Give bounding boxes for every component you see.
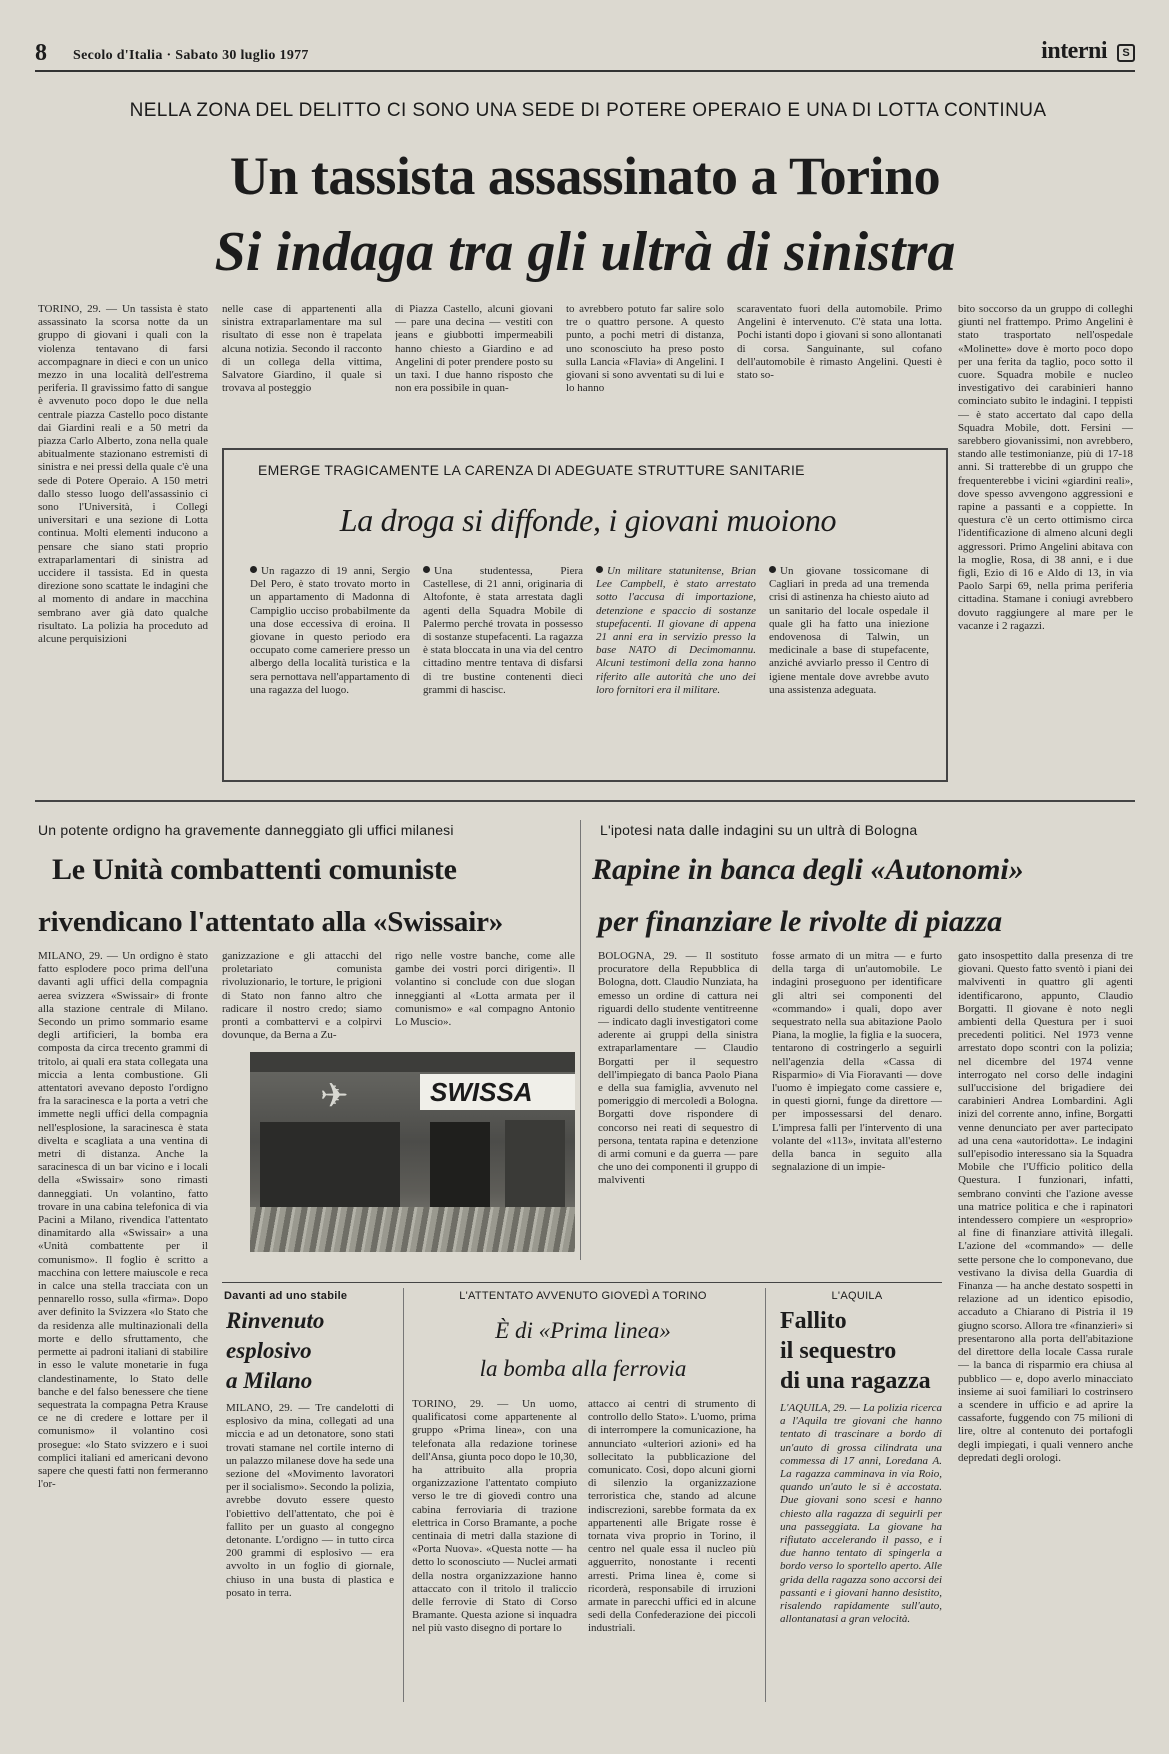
drug-box-column-3-text: Un militare statunitense, Brian Lee Campbell, è stato arrestato sotto l'accusa di importazione, detenzione e spaccio di sostanze stupefacenti. Il giovane di appena 21 anni era in servizio presso la base NATO di Decimomannu. Alcuni testimoni della zona hanno riferito alle autorità che uno dei loro fornitori era il militare. xyxy=(596,565,756,696)
milano-text: MILANO, 29. — Tre candelotti di esplosivo da mina, collegati ad una miccia e ad un detonatore, sono stati trovati stamane nel cortile interno di un palazzo milanese dove ha sede una sezione del «Movimento lavoratori per il socialismo». Secondo la polizia, avrebbe dovuto essere questo l'obiettivo dell'attentato, che poi è fallito per un guasto al congegno detonante. L'ordigno — in tutto circa 200 grammi di esplosivo — era avvolto in un foglio di giornale, chiuso in una busta di plastica e posato in terra. xyxy=(226,1402,394,1599)
prima-linea-kicker: L'ATTENTATO AVVENUTO GIOVEDÌ A TORINO xyxy=(459,1290,707,1302)
prima-linea-column-1: TORINO, 29. — Un uomo, qualificatosi come appartenente al gruppo «Prima linea», con una telefonata alla redazione torinese dell'Ansa, giunta poco dopo le 10,30, ha attribuito alla propria organizzazione l'attentato compiuto verso le tre di giovedì contro una cabina ferroviaria di trazione elettrica in Corso Bramante, a poche centinaia di metri dalla stazione di «Porta Nuova». «Questa notte — ha detto lo sconosciuto — Nuclei armati della nostra organizzazione hanno attaccato con il tritolo il traliccio delle ferrovie di Stato di Corso Bramante. Questa azione si inquadra nel più vasto disegno di portare lo xyxy=(412,1398,577,1635)
bullet-icon xyxy=(596,566,603,573)
drug-box-column-2-text: Una studentessa, Piera Castellese, di 21 anni, originaria di Altofonte, è stata arrestata dagli agenti della Squadra Mobile di Palermo perché trovata in possesso di sostanze stupefacenti. La ragazza è stata bloccata in una via del centro cittadino mentre tentava di disfarsi di tre bustine contenenti dieci grammi di hascisc. xyxy=(423,565,583,696)
photo-debris xyxy=(250,1207,575,1252)
swissair-subheadline: rivendicano l'attentato alla «Swissair» xyxy=(38,906,504,938)
prima-linea-headline-2: la bomba alla ferrovia xyxy=(479,1356,687,1381)
drug-box-column-2 xyxy=(423,565,583,775)
page-number: 8 xyxy=(35,40,47,66)
top-story-headline: Un tassista assassinato a Torino xyxy=(229,146,941,206)
drug-report-box xyxy=(222,448,948,782)
photo-broken-window xyxy=(260,1122,400,1212)
swissair-sign: SWISSA xyxy=(420,1074,575,1110)
publication-line: Secolo d'Italia · Sabato 30 luglio 1977 xyxy=(73,48,309,63)
aquila-text: L'AQUILA, 29. — La polizia ricerca a l'Aquila tre giovani che hanno tentato di trascinare a bordo di un'auto di grossa cilindrata una commessa di 17 anni, Loredana A. La ragazza camminava in via Roio, quando un'auto le si è accostata. Due giovani sono scesi e hanno chiesto alla ragazza di seguirli per una passeggiata. La giovane ha rifiutato accelerando il passo, e i due hanno tentato di spingerla a bordo verso lo sportello aperto. Alle grida della ragazza sono accorsi dei passanti e i giovani hanno desistito, risalendo rapidamente sull'auto, allontanatasi a gran velocità. xyxy=(780,1402,942,1626)
column-divider xyxy=(403,1288,404,1702)
top-story-column-5: scaraventato fuori della automobile. Primo Angelini è intervenuto. C'è stata una lotta. Pochi istanti dopo i giovani si sono allontanati di corsa. Sanguinante, sul cofano dell'automobile è rimasto Angelini. Questi è stato so- xyxy=(737,303,942,382)
aquila-headline-1: Fallito xyxy=(780,1308,847,1334)
bullet-icon xyxy=(250,566,257,573)
top-story-column-2: nelle case di appartenenti alla sinistra extraparlamentare ma sul risultato di esse non è trapelata alcuna notizia. Secondo il racconto di un collega della vittima, Salvatore Giardino, il quale si trovava al posteggio xyxy=(222,303,382,395)
rapine-column-3: gato insospettito dalla presenza di tre giovani. Questo fatto sventò i piani dei malviventi in quattro gli agenti identificarono, appunto, Claudio Borgatti. Il giovane è noto negli ambienti della Questura per i suoi precedenti politici. Nel 1973 venne arrestato dopo scontri con la polizia; nel dicembre del 1974 venne interrogato nel corso delle indagini sull'uccisione del brigadiere dei carabinieri Andrea Lombardini. Agli inizi del corrente anno, infine, Borgatti venne denunciato per aver partecipato ad una cena «autoridotta». Le indagini sull'episodio interessano sia la Squadra Mobile che l'Ufficio politico della Questura. I funzionari, infatti, sembrano convinti che l'azione avesse una matrice politica e che i rapinatori intendessero compiere un «esproprio» al fine di finanziare attività illegali. L'azione del «commando» — delle sette persone che lo componevano, due vestivano la divisa della Guardia di Finanza — ha anche destato sospetti in relazione ad un identico episodio, accaduto a Chiarano di Pistria il 19 giugno scorso. Allora tre «finanzieri» si presentarono alla porta dell'abitazione del direttore della locale Cassa rurale — la banca di risparmio era chiusa al pubblico — e, dopo averlo minacciato insieme ai suoi familiari lo costrinsero a scendere in ufficio e ad aprire la cassaforte, fuggendo con 75 milioni di lire, oltre al contenuto dei portafogli degli impiegati, i quali vennero anche depredati degli orologi. xyxy=(958,950,1133,1464)
airplane-logo-icon: ✈ xyxy=(320,1076,349,1116)
aquila-headline-2: il sequestro xyxy=(780,1338,897,1364)
aquila-kicker: L'AQUILA xyxy=(831,1290,883,1302)
top-story-subheadline: Si indaga tra gli ultrà di sinistra xyxy=(214,221,956,283)
milano-headline-3: a Milano xyxy=(226,1368,313,1393)
drug-box-column-1 xyxy=(250,565,410,775)
photo-doorway xyxy=(430,1122,490,1217)
photo-roof xyxy=(250,1052,575,1072)
top-story-column-6: bito soccorso da un gruppo di colleghi giunti nel frattempo. Primo Angelini è stato trasportato nell'ospedale «Molinette» dove è morto poco dopo per una ferita da taglio, poco sotto il cuore. Squadra mobile e nucleo investigativo dei carabinieri hanno cominciato subito le indagini. I teppisti — è stato accertato dal capo della Squadra Mobile, dott. Fersini — sarebbero giovanissimi, non avrebbero, stando alle testimonianze, più di 17-18 anni. Si tratterebbe di un gruppo che frequenterebbe i vicini «giardini reali», dove spesso avvengono aggressioni e rapine a passanti e a coppiette. In questura c'è un certo ottimismo circa l'identificazione di almeno alcuni degli aggressori. Primo Angelini abitava con la moglie, Rosa, di 38 anni, e i due figli, Ezio di 16 e Aldo di 13, in via Paolo Sarpi 69, nella prima periferia cittadina. Stamane i coniugi avrebbero dovuto raggiungere al mare per le vacanze i 2 ragazzi. xyxy=(958,303,1133,632)
prima-linea-headline-1: È di «Prima linea» xyxy=(495,1318,671,1343)
aquila-headline-3: di una ragazza xyxy=(780,1368,931,1394)
top-story-column-1: TORINO, 29. — Un tassista è stato assassinato la scorsa notte da un gruppo di giovani i quali con la violenza tentavano di farsi accompagnare in dieci e con un unico mezzo in una località dell'estrema periferia. Il gravissimo fatto di sangue è avvenuto poco dopo le due nella centrale piazza Castello poco distante dai Giardini reali e a 50 metri da piazza Carlo Alberto, zona nella quale abitualmente stazionano estremisti di sinistra e nei pressi della quale c'è una sede di Potere Operaio. A 150 metri dallo stesso luogo dell'assassinio ci sono l'Università, i Collegi universitari e una sezione di Lotta continua. Molti elementi inducono a pensare che siano stati proprio extraparlamentari di sinistra ad uccidere il tassista. Ed in questa direzione sono scattate le indagini che al momento di andare in macchina sembrano aver già dato qualche risultato. La polizia ha proceduto ad alcune perquisizioni xyxy=(38,303,208,646)
swissair-office-photo xyxy=(250,1052,575,1252)
drug-box-column-4 xyxy=(769,565,929,775)
milano-headline-2: esplosivo xyxy=(226,1338,312,1363)
top-story-column-4: to avrebbero potuto far salire solo tre o quattro persone. A questo punto, a pochi metri di distanza, uno sconosciuto ha preso posto sulla Lancia «Flavia» di Angelini. I giovani si sono avventati su di lui e lo hanno xyxy=(566,303,724,395)
drug-box-headline: La droga si diffonde, i giovani muoiono xyxy=(339,502,837,538)
masthead xyxy=(35,38,1135,72)
section-logo-icon: S xyxy=(1117,44,1135,62)
milano-headline-1: Rinvenuto xyxy=(226,1308,325,1333)
swissair-column-3: rigo nelle vostre banche, come alle gambe dei vostri porci dirigenti». Il volantino si conclude con due slogan inneggianti al «Lotta armata per il comunismo» e «al compagno Antonio Lo Muscio». xyxy=(395,950,575,1029)
prima-linea-column-2: attacco ai centri di strumento di controllo dello Stato». L'uomo, prima di interrompere la comunicazione, ha annunciato «ulteriori azioni» ed ha sollecitato la pubblicazione del comunicato. Così, dopo alcuni giorni di silenzio la organizzazione terroristica che, stando ad alcune indiscrezioni, sarebbe formata da ex appartenenti alle Brigate rosse è tornata viva proprio in Torino, il centro nel quale essa il nucleo più agguerrito, nonostante i recenti arresti. Prima linea è, come si ricorderà, responsabile di irruzioni armate in parecchi uffici ed in alcune sedi della Confederazione dei piccoli industriali. xyxy=(588,1398,756,1635)
section-title: interni xyxy=(1041,38,1107,64)
column-divider xyxy=(580,820,581,1260)
drug-box-column-4-text: Un giovane tossicomane di Cagliari in preda ad una tremenda crisi di astinenza ha chiesto aiuto ad un sanitario del locale ospedale il quale gli ha fatto una iniezione endovenosa di Talwin, un medicinale a base di stupefacente, anziché avviarlo presso il Centro di igiene mentale dove avrebbe avuto una assistenza adeguata. xyxy=(769,565,929,696)
rapine-headline: Rapine in banca degli «Autonomi» xyxy=(592,853,1024,886)
swissair-column-2: ganizzazione e gli attacchi del proletariato comunista rivoluzionario, le torture, le prigioni di Stato non fanno altro che radicare il nostro credo; siamo pronti a combattervi e a colpirvi dovunque, da Berna a Zu- xyxy=(222,950,382,1042)
rapine-kicker: L'ipotesi nata dalle indagini su un ultrà di Bologna xyxy=(600,822,918,838)
drug-box-column-1-text: Un ragazzo di 19 anni, Sergio Del Pero, è stato trovato morto in un appartamento di Madonna di Campiglio ucciso probabilmente da una dose eccessiva di eroina. Il giovane in questo periodo era occupato come cameriere presso un albergo della località turistica e la sera pernottava nell'appartamento di una ragazza del luogo. xyxy=(250,565,410,696)
rapine-column-1: BOLOGNA, 29. — Il sostituto procuratore della Repubblica di Bologna, dott. Claudio Nunziata, ha emesso un ordine di cattura nei riguardi dello studente ventitreenne — indicato dagli investigatori come aderente ai gruppi della sinistra extraparlamentare — Claudio Borgatti per il sequestro dell'impiegato di banca Paolo Piana e della sua famiglia, avvenuto nel pomeriggio di mercoledì a Bologna. Borgatti dove rispondere di concorso nei reati di sequestro di persona, tentata rapina e detenzione di armi comuni e da guerra — pare che uno dei componenti il gruppo di malviventi xyxy=(598,950,758,1187)
lower-section-divider xyxy=(222,1282,942,1283)
rapine-subheadline: per finanziare le rivolte di piazza xyxy=(598,905,1003,938)
bullet-icon xyxy=(423,566,430,573)
section-divider xyxy=(35,800,1135,802)
drug-box-kicker: EMERGE TRAGICAMENTE LA CARENZA DI ADEGUATE STRUTTURE SANITARIE xyxy=(258,462,805,478)
rapine-column-2: fosse armato di un mitra — e furto della targa di un'automobile. Le indagini proseguono per identificare gli altri sei componenti del «commando» i quali, dopo aver sequestrato nella sua abitazione Paolo Piana, la moglie, la figlia e la suocera, tentarono di costringerlo a seguirli nell'agenzia della «Cassa di Risparmio» di Via Fioravanti — dove l'uomo è impiegato come cassiere e, in questi giorni, funge da direttore — per impossessarsi del denaro. L'impresa fallì per l'intervento di una volante del «113», invitata all'esterno della banca in seguito alla segnalazione di un impie- xyxy=(772,950,942,1174)
column-divider xyxy=(765,1288,766,1702)
top-story-column-3: di Piazza Castello, alcuni giovani — pare una decina — vestiti con jeans e giubbotti impermeabili hanno chiesto a Giardino e ad Angelini di poter prendere posto su un taxi. I due hanno risposto che non era possibile in quan- xyxy=(395,303,553,395)
photo-shutter xyxy=(505,1120,565,1210)
top-story-kicker: NELLA ZONA DEL DELITTO CI SONO UNA SEDE DI POTERE OPERAIO E UNA DI LOTTA CONTINUA xyxy=(129,100,1047,121)
swissair-column-1: MILANO, 29. — Un ordigno è stato fatto esplodere poco prima dell'una davanti agli uffici della compagnia aerea svizzera «Swissair» di fronte alla stazione centrale di Milano. Secondo un primo sommario esame degli artificieri, la bomba era composta da circa trecento grammi di tritolo, ai quali era stata collegata una miccia a lenta combustione. Gli attentatori avevano deposto l'ordigno fra la saracinesca e la porta a vetri che immette negli uffici della compagnia nell'esplosione, la saracinesca è stata divelta e scagliata a una ventina di metri di distanza. Anche la saracinesca di un bar vicino e i locali della «Swissair» sono rimasti danneggiati. Un volantino, fatto trovare in una cabina telefonica di via Pacini a Milano, rivendica l'attentato dinamitardo alla «Swissair» a una «Unità combattente per il comunismo». Il foglio è scritto a macchina con lettere maiuscole e reca in calce una stella tracciata con un pennarello rosso, sulla «firma». Dopo aver definito la Svizzera «lo Stato che da residenza alle multinazionali della morte e dello sfruttamento, che permette ai padroni italiani di stabilire in esso le valute monetarie in fuga clandestinamente, lo Stato delle banche e del falso benessere che tiene sequestrata la compagna Petra Krause ce ne di credere e lottare per il comunismo» il volantino così prosegue: «lo Stato svizzero e i suoi complici italiani ed americani devono sapere che questi fatti non fermeranno l'or- xyxy=(38,950,208,1491)
swissair-headline: Le Unità combattenti comuniste xyxy=(52,853,457,886)
milano-kicker: Davanti ad uno stabile xyxy=(224,1290,348,1302)
swissair-kicker: Un potente ordigno ha gravemente danneggiato gli uffici milanesi xyxy=(38,822,454,838)
bullet-icon xyxy=(769,566,776,573)
drug-box-column-3 xyxy=(596,565,756,775)
